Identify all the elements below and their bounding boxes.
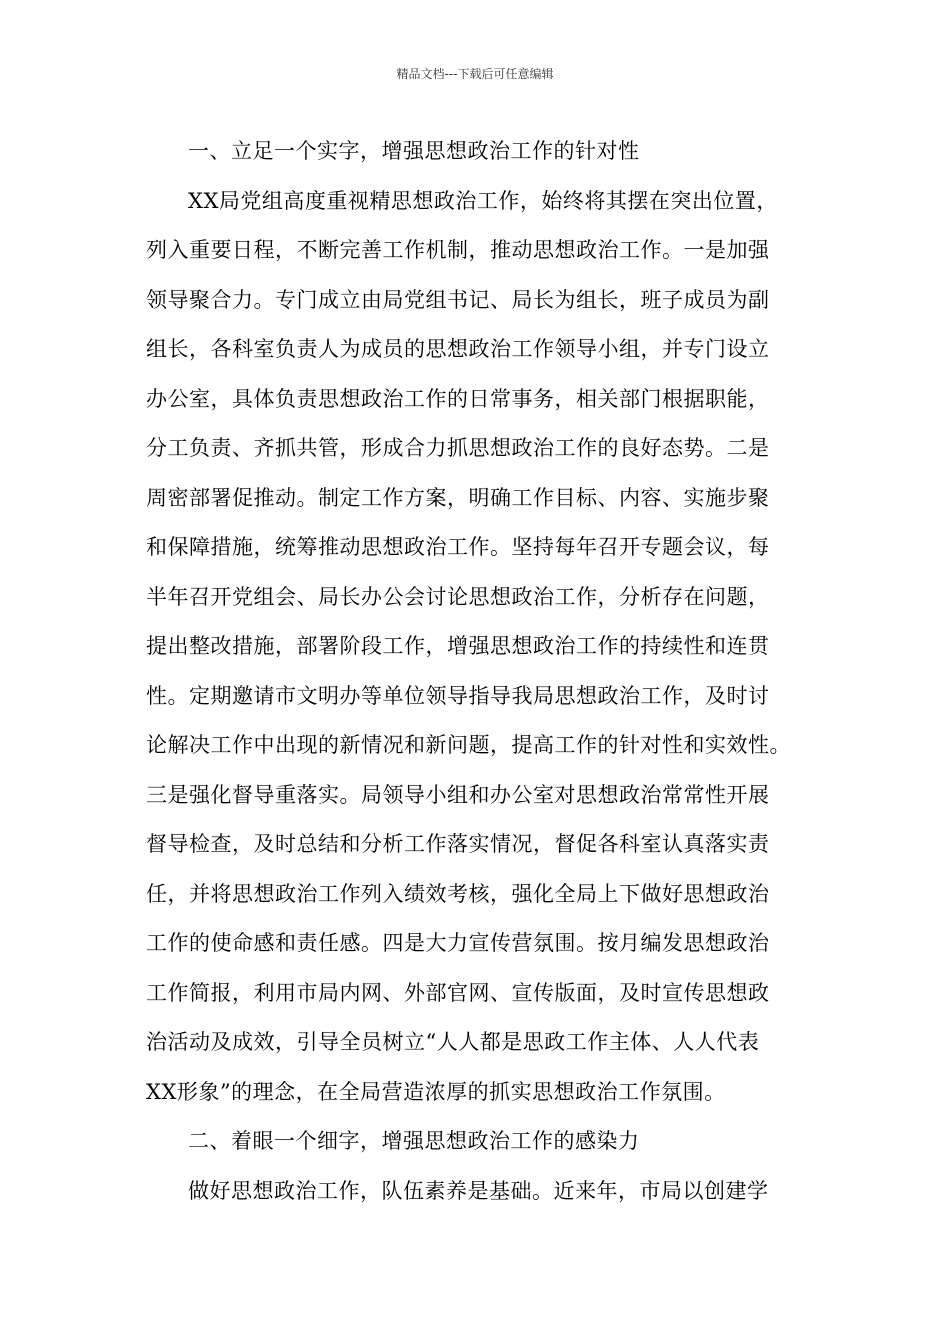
section-heading-1: 一、立足一个实字，增强思想政治工作的针对性 [188,139,640,163]
paragraph-line: 论解决工作中出现的新情况和新问题，提高工作的针对性和实效性。 [146,733,791,757]
paragraph-line: 督导检查，及时总结和分析工作落实情况，督促各科室认真落实责 [146,832,770,856]
section-heading-2: 二、着眼一个细字，增强思想政治工作的感染力 [188,1129,640,1153]
paragraph-line: 列入重要日程，不断完善工作机制，推动思想政治工作。一是加强 [146,238,770,262]
paragraph-line: 提出整改措施，部署阶段工作，增强思想政治工作的持续性和连贯 [146,634,770,658]
paragraph-line: 工作的使命感和责任感。四是大力宣传营氛围。按月编发思想政治 [146,931,770,955]
paragraph-line: 治活动及成效，引导全员树立“人人都是思政工作主体、人人代表 [146,1030,760,1054]
paragraph-line: 性。定期邀请市文明办等单位领导指导我局思想政治工作，及时讨 [146,683,770,708]
paragraph-line: XX形象”的理念，在全局营造浓厚的抓实思想政治工作氛围。 [146,1079,726,1104]
page-header: 精品文档---下载后可任意编辑 [396,67,554,81]
paragraph-line: 和保障措施，统筹推动思想政治工作。坚持每年召开专题会议，每 [146,535,770,559]
paragraph-line: 分工负责、齐抓共管，形成合力抓思想政治工作的良好态势。二是 [146,436,770,460]
paragraph-line: 三是强化督导重落实。局领导小组和办公室对思想政治常常性开展 [146,782,770,807]
paragraph-line: 周密部署促推动。制定工作方案，明确工作目标、内容、实施步聚 [146,485,770,510]
paragraph-line: XX局党组高度重视精思想政治工作，始终将其摆在突出位置， [188,188,778,213]
document-body [146,127,816,1216]
paragraph-line: 任，并将思想政治工作列入绩效考核，强化全局上下做好思想政治 [146,881,770,906]
paragraph-line: 办公室，具体负责思想政治工作的日常事务，相关部门根据职能， [146,386,770,411]
paragraph-line: 领导聚合力。专门成立由局党组书记、局长为组长，班子成员为副 [146,287,770,312]
paragraph-line: 组长，各科室负责人为成员的思想政治工作领导小组，并专门设立 [146,337,770,361]
paragraph-line: 半年召开党组会、局长办公会讨论思想政治工作，分析存在问题， [146,584,770,609]
paragraph-line: 工作简报，利用市局内网、外部官网、宣传版面，及时宣传思想政 [146,980,770,1005]
paragraph-line: 做好思想政治工作，队伍素养是基础。近来年，市局以创建学 [188,1178,769,1203]
